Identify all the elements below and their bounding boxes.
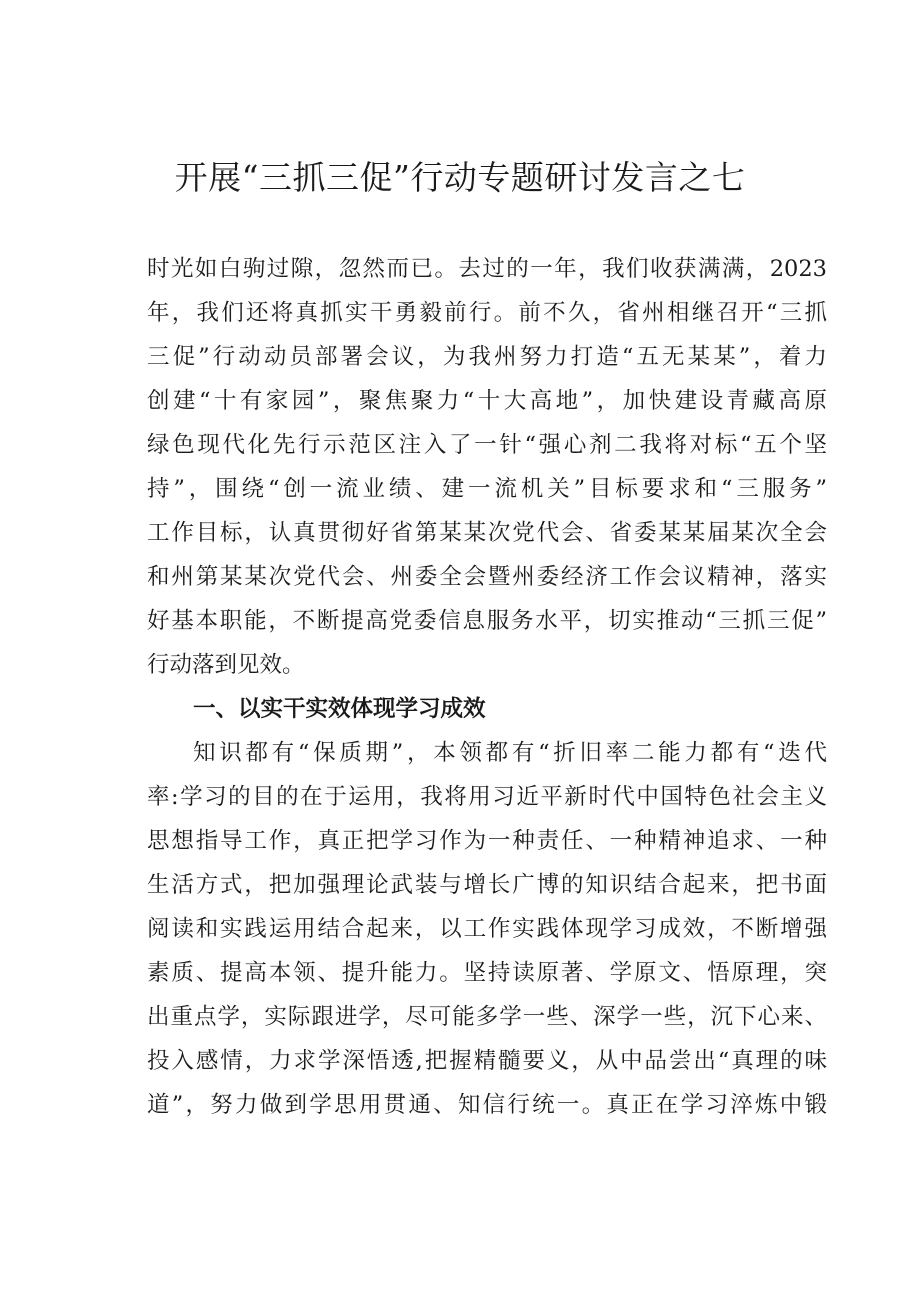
body-line: 阅读和实践运用结合起来，以工作实践体现学习成效，不断增强 bbox=[147, 916, 827, 942]
intro-line: 绿色现代化先行示范区注入了一针“强心剂二我将对标“五个坚 bbox=[147, 432, 827, 458]
intro-line: 好基本职能，不断提高党委信息服务水平，切实推动“三抓三促” bbox=[147, 608, 827, 634]
intro-line: 和州第某某次党代会、州委全会暨州委经济工作会议精神，落实 bbox=[147, 564, 827, 590]
intro-line: 工作目标，认真贯彻好省第某某次党代会、省委某某届某次全会 bbox=[147, 520, 827, 546]
section-heading: 一、以实干实效体现学习成效 bbox=[193, 696, 486, 722]
intro-line: 行动落到见效。 bbox=[147, 652, 305, 678]
body-line: 生活方式，把加强理论武装与增长广博的知识结合起来，把书面 bbox=[147, 872, 827, 898]
body-line: 思想指导工作，真正把学习作为一种责任、一种精神追求、一种 bbox=[147, 828, 827, 854]
intro-line: 三促”行动动员部署会议，为我州努力打造“五无某某”，着力 bbox=[147, 344, 827, 370]
body-line: 投入感情，力求学深悟透,把握精髓要义，从中品尝出“真理的味 bbox=[147, 1048, 827, 1074]
document-title: 开展“三抓三促”行动专题研讨发言之七 bbox=[174, 158, 746, 197]
intro-line: 创建“十有家园”，聚焦聚力“十大高地”，加快建设青藏高原 bbox=[147, 388, 827, 414]
body-line: 道”，努力做到学思用贯通、知信行统一。真正在学习淬炼中锻 bbox=[147, 1092, 827, 1118]
body-line: 素质、提高本领、提升能力。坚持读原著、学原文、悟原理，突 bbox=[147, 960, 827, 986]
body-line: 率:学习的目的在于运用，我将用习近平新时代中国特色社会主义 bbox=[147, 784, 827, 810]
body-line: 知识都有“保质期”，本领都有“折旧率二能力都有“迭代 bbox=[193, 740, 827, 766]
body-line: 出重点学，实际跟进学，尽可能多学一些、深学一些，沉下心来、 bbox=[147, 1004, 827, 1030]
intro-line: 时光如白驹过隙，忽然而已。去过的一年，我们收获满满，2023 bbox=[147, 256, 827, 282]
intro-line: 持”，围绕“创一流业绩、建一流机关”目标要求和“三服务” bbox=[147, 476, 827, 502]
intro-line: 年，我们还将真抓实干勇毅前行。前不久，省州相继召开“三抓 bbox=[147, 300, 827, 326]
